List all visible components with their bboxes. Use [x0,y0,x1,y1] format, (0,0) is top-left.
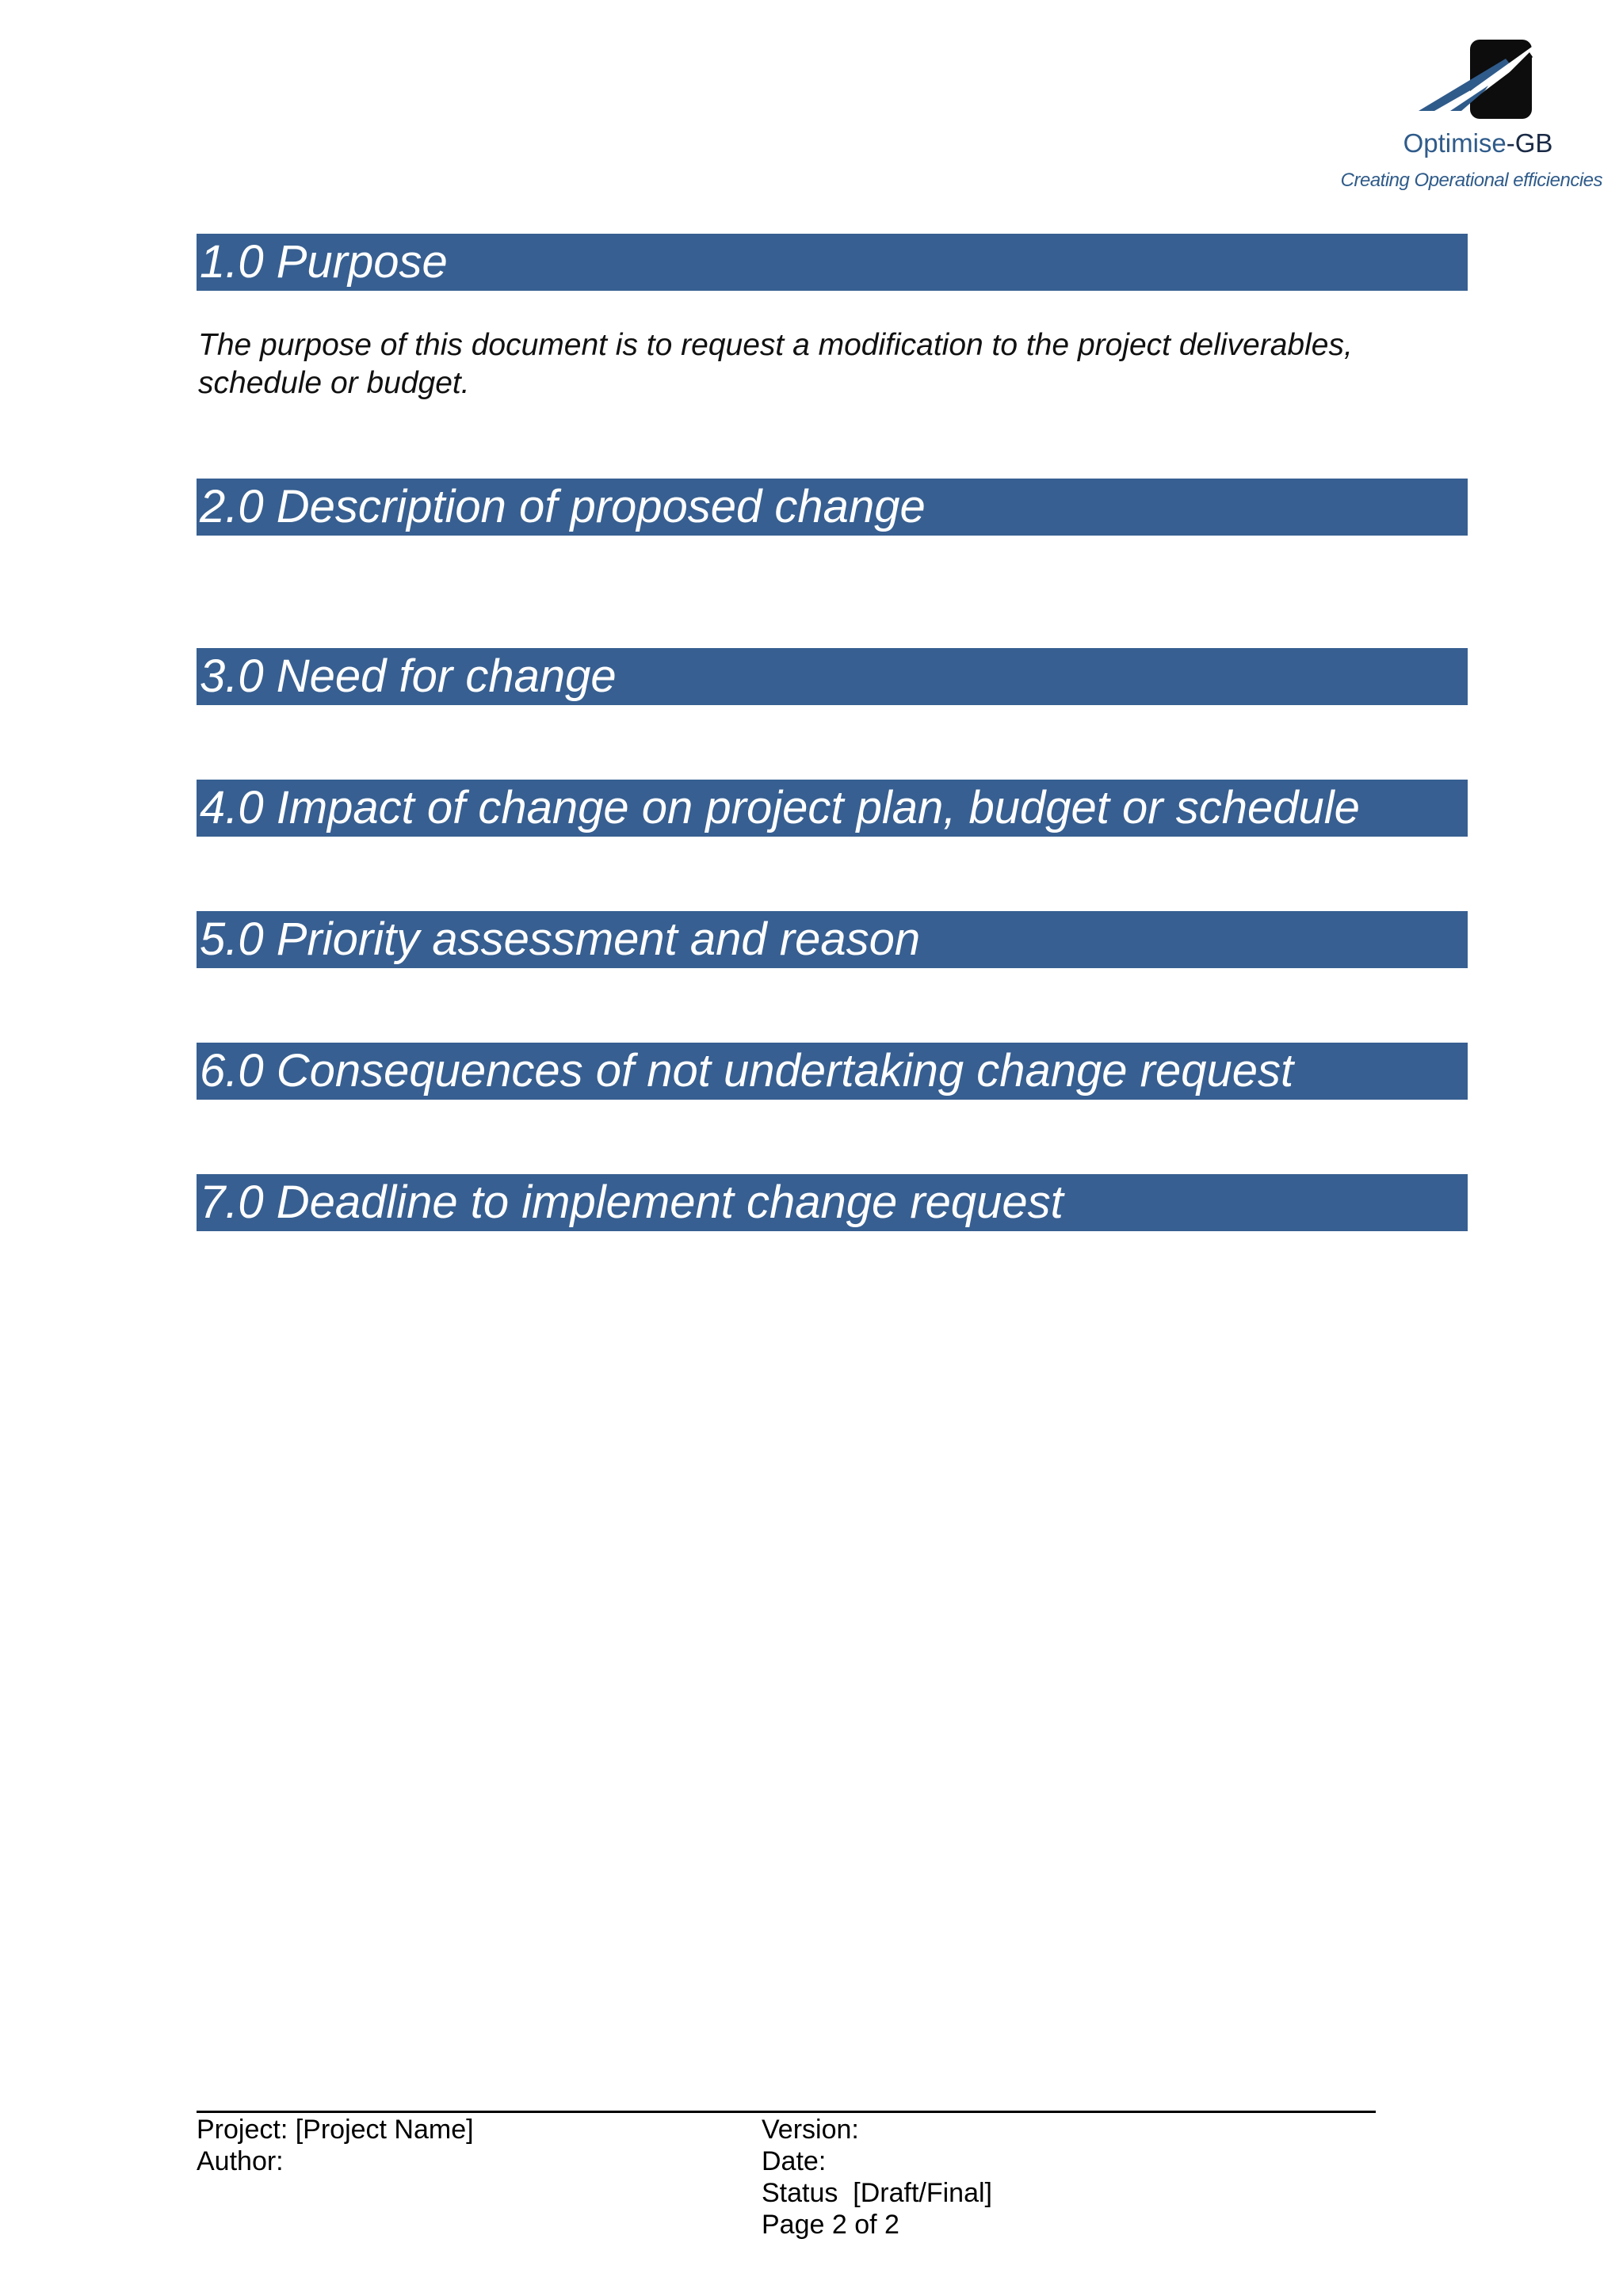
company-logo [1340,35,1609,201]
footer-right-column [762,2114,992,2241]
footer-author: Author: [197,2146,284,2176]
section-title: 6.0 Consequences of not undertaking change request [200,1045,1294,1097]
section-heading-need [197,648,1468,705]
purpose-paragraph: The purpose of this document is to request a modification to the project deliverables, schedule or budget. [198,328,1353,400]
section-title: 2.0 Description of proposed change [200,481,926,532]
checkmark-logo-icon [1419,35,1553,130]
section-title: 5.0 Priority assessment and reason [200,913,921,965]
section-title: 7.0 Deadline to implement change request [200,1177,1064,1228]
section-heading-purpose [197,234,1468,291]
logo-company-name [1347,128,1609,158]
section-title: 4.0 Impact of change on project plan, budget or schedule [200,782,1360,833]
footer-date: Date: [762,2146,827,2176]
logo-name-main: Optimise [1403,128,1507,158]
section-heading-deadline [197,1174,1468,1231]
section-title: 3.0 Need for change [200,650,617,702]
footer-divider [197,2111,1376,2113]
section-heading-priority [197,911,1468,968]
section-title: 1.0 Purpose [200,236,448,288]
section-heading-consequences [197,1043,1468,1100]
footer-version: Version: [762,2115,859,2145]
section-heading-impact [197,780,1468,837]
footer-page-number: Page 2 of 2 [762,2210,899,2240]
section-heading-description [197,479,1468,536]
footer-status: Status [Draft/Final] [762,2178,992,2208]
logo-tagline: Creating Operational efficiencies [1340,170,1602,191]
logo-name-suffix: -GB [1506,128,1553,158]
footer-left-column [197,2114,474,2177]
footer-project: Project: [Project Name] [197,2115,474,2145]
